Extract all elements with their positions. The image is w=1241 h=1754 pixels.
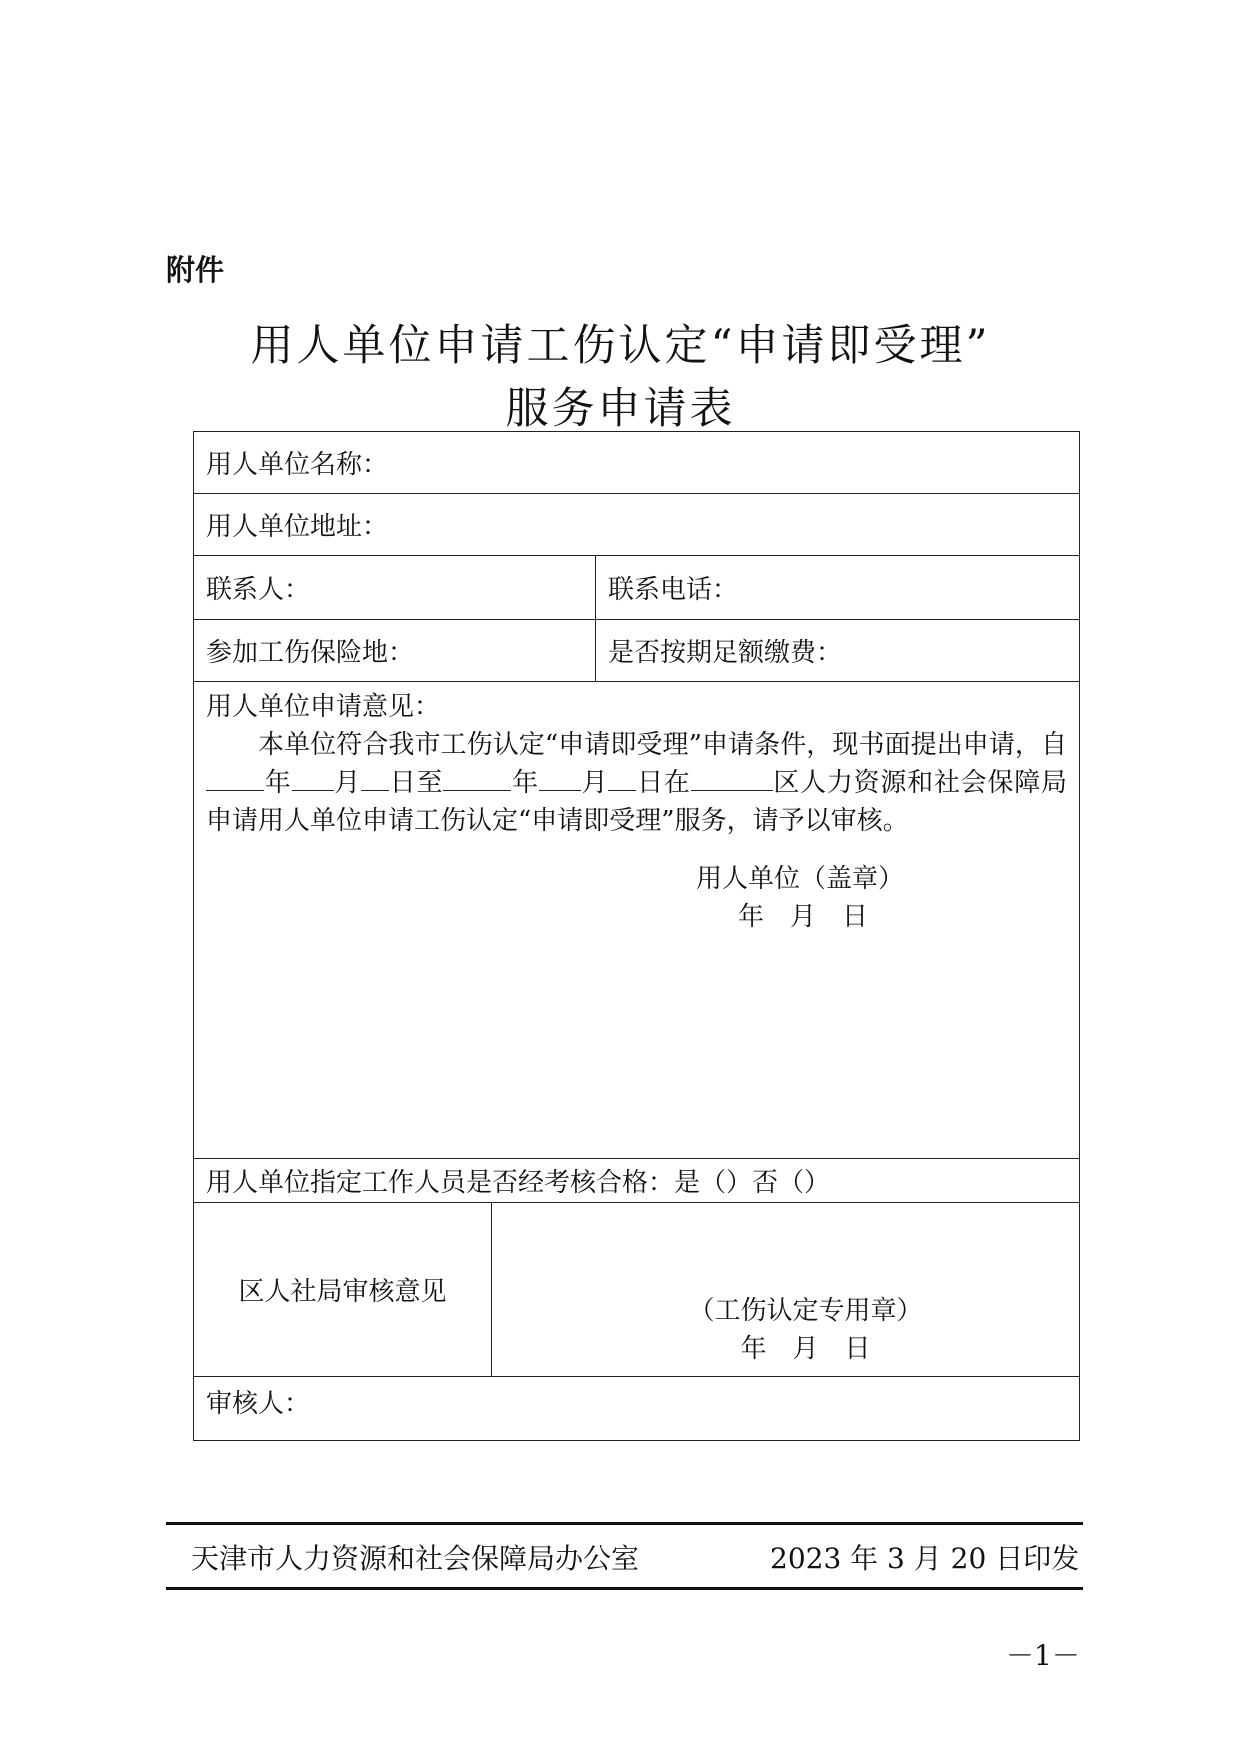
row-reviewer bbox=[194, 1377, 1080, 1441]
unit-name-field[interactable] bbox=[194, 432, 1080, 494]
page-title-line1: 用人单位申请工伤认定“申请即受理” bbox=[250, 321, 991, 371]
blank-year-1[interactable] bbox=[206, 766, 264, 791]
staff-check-label: 用人单位指定工作人员是否经考核合格：是（）否（） bbox=[206, 1168, 831, 1198]
row-opinion bbox=[194, 682, 1080, 1159]
page-number: －1－ bbox=[1006, 1639, 1080, 1672]
reviewer-field[interactable] bbox=[194, 1377, 1080, 1441]
footer-bottom-rule bbox=[166, 1587, 1083, 1590]
opinion-day-at: 日在 bbox=[636, 768, 691, 798]
row-staff-check bbox=[194, 1159, 1080, 1203]
unit-signature-block bbox=[206, 860, 1067, 936]
phone-field[interactable] bbox=[596, 556, 1080, 620]
opinion-text-1: 本单位符合我市工伤认定“申请即受理”申请条件，现书面提出申请，自 bbox=[258, 730, 1068, 760]
opinion-day-to: 日至 bbox=[389, 768, 444, 798]
blank-day-2[interactable] bbox=[608, 766, 636, 791]
opinion-year-2: 年 bbox=[511, 768, 539, 798]
unit-date-label: 年 月 日 bbox=[738, 902, 869, 932]
insurance-place-field[interactable] bbox=[194, 620, 596, 682]
opinion-month-1: 月 bbox=[333, 768, 362, 798]
opinion-label: 用人单位申请意见： bbox=[206, 692, 441, 722]
opinion-year-1: 年 bbox=[264, 768, 292, 798]
row-unit-name bbox=[194, 432, 1080, 494]
attachment-label: 附件 bbox=[166, 253, 225, 287]
blank-year-2[interactable] bbox=[443, 766, 511, 791]
row-unit-address bbox=[194, 494, 1080, 556]
insurance-place-label: 参加工伤保险地： bbox=[206, 638, 415, 668]
unit-address-label: 用人单位地址： bbox=[206, 512, 389, 542]
contact-field[interactable] bbox=[194, 556, 596, 620]
row-district-review bbox=[194, 1203, 1080, 1377]
row-contact bbox=[194, 556, 1080, 620]
blank-month-1[interactable] bbox=[292, 766, 334, 791]
district-review-label: 区人社局审核意见 bbox=[194, 1203, 492, 1377]
footer-top-rule bbox=[166, 1522, 1083, 1525]
district-review-cell[interactable] bbox=[492, 1203, 1080, 1377]
paid-on-time-field[interactable] bbox=[596, 620, 1080, 682]
contact-label: 联系人： bbox=[206, 575, 311, 605]
opinion-text-2: 区人力资源和社会保障局申请用人单位申请工伤认定“申请即受理”服务，请予以审核。 bbox=[206, 768, 1067, 836]
review-date-label: 年 月 日 bbox=[740, 1334, 871, 1364]
opinion-body bbox=[206, 726, 1067, 840]
unit-opinion-cell bbox=[194, 682, 1080, 1159]
row-insurance bbox=[194, 620, 1080, 682]
unit-seal-label: 用人单位（盖章） bbox=[696, 864, 905, 894]
blank-month-2[interactable] bbox=[539, 766, 581, 791]
application-form-table bbox=[193, 431, 1080, 1441]
footer-issue-date: 2023 年 3 月 20 日印发 bbox=[770, 1542, 1080, 1575]
unit-address-field[interactable] bbox=[194, 494, 1080, 556]
unit-name-label: 用人单位名称： bbox=[206, 450, 389, 480]
blank-day-1[interactable] bbox=[361, 766, 389, 791]
opinion-month-2: 月 bbox=[580, 768, 609, 798]
review-seal-label: （工伤认定专用章） bbox=[688, 1296, 923, 1326]
reviewer-label: 审核人： bbox=[206, 1389, 311, 1419]
blank-district[interactable] bbox=[691, 766, 773, 791]
footer-issuer: 天津市人力资源和社会保障局办公室 bbox=[191, 1542, 640, 1575]
page-title-line2: 服务申请表 bbox=[505, 384, 736, 434]
staff-check-field[interactable] bbox=[194, 1159, 1080, 1203]
phone-label: 联系电话： bbox=[608, 575, 739, 605]
paid-on-time-label: 是否按期足额缴费： bbox=[608, 638, 843, 668]
